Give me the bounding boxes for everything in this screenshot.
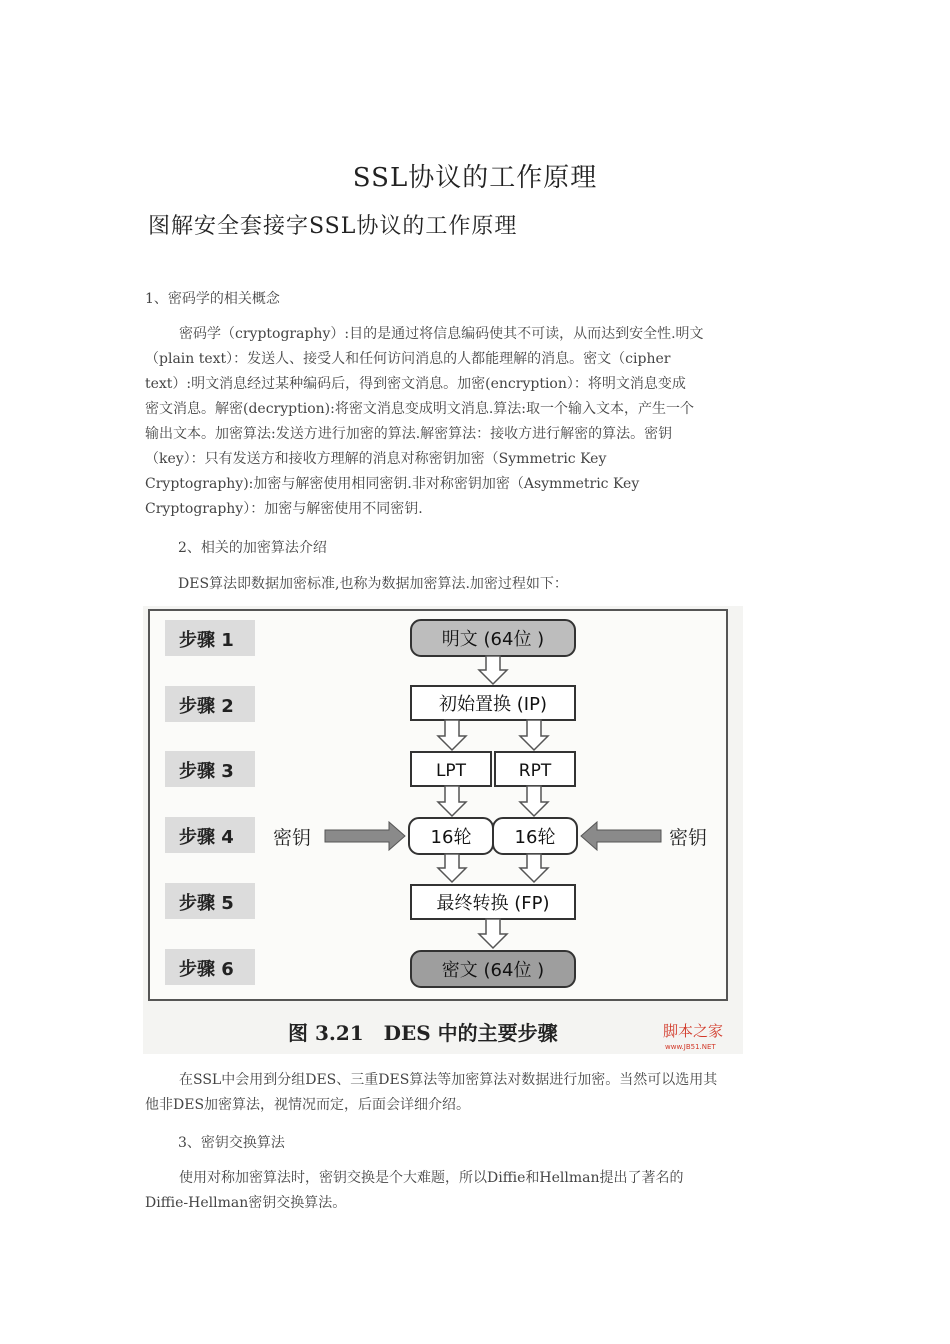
page-title: SSL协议的工作原理 (352, 163, 598, 193)
paragraph-line: 密码学（cryptography）:目的是通过将信息编码使其不可读，从而达到安全性.明文 (179, 326, 704, 342)
step-5-label: 步骤 5 (179, 893, 234, 914)
paragraph-line: Cryptography):加密与解密使用相同密钥.非对称密钥加密（Asymmetric Key (145, 476, 640, 492)
section-1-heading: 1、密码学的相关概念 (145, 291, 280, 307)
paragraph-line: Cryptography）：加密与解密使用不同密钥. (145, 501, 423, 517)
paragraph-line: 密文消息。解密(decryption):将密文消息变成明文消息.算法:取一个输入文本，产生一个 (145, 401, 695, 417)
lpt-label: LPT (435, 761, 467, 781)
step-3-label: 步骤 3 (179, 761, 234, 782)
step-2-label: 步骤 2 (179, 696, 234, 717)
key-left-label: 密钥 (273, 827, 312, 849)
paragraph-line: （plain text）：发送人、接受人和任何访问消息的人都能理解的消息。密文（cipher (145, 351, 671, 367)
plaintext-label: 明文 (64位 ) (441, 629, 545, 650)
paragraph-line: （key）：只有发送方和接收方理解的消息对称密钥加密（Symmetric Key (145, 451, 607, 467)
section-3-line-1: 使用对称加密算法时，密钥交换是个大难题，所以Diffie和Hellman提出了著名的 (179, 1170, 684, 1186)
fp-label: 最终转换 (FP) (436, 893, 550, 914)
page-subtitle: 图解安全套接字SSL协议的工作原理 (148, 214, 518, 239)
section-3-line-2: Diffie-Hellman密钥交换算法。 (145, 1195, 347, 1211)
figure-caption: 图 3.21 DES 中的主要步骤 (288, 1021, 558, 1045)
watermark-url: www.JB51.NET (665, 1043, 716, 1051)
des-after-line-2: 他非DES加密算法，视情况而定，后面会详细介绍。 (145, 1097, 471, 1113)
paragraph-line: text）:明文消息经过某种编码后，得到密文消息。加密(encryption）：将明文消息变成 (145, 376, 686, 392)
des-after-line-1: 在SSL中会用到分组DES、三重DES算法等加密算法对数据进行加密。当然可以选用其 (179, 1072, 718, 1088)
section-2-heading: 2、相关的加密算法介绍 (178, 540, 327, 556)
des-intro: DES算法即数据加密标准,也称为数据加密算法.加密过程如下： (178, 576, 568, 592)
ip-label: 初始置换 (IP) (439, 694, 547, 715)
round-left-label: 16轮 (430, 827, 472, 848)
section-3-heading: 3、密钥交换算法 (178, 1135, 285, 1151)
paragraph-line: 输出文本。加密算法:发送方进行加密的算法.解密算法：接收方进行解密的算法。密钥 (145, 426, 673, 442)
des-diagram (143, 606, 743, 1054)
ciphertext-label: 密文 (64位 ) (441, 960, 545, 981)
step-1-label: 步骤 1 (179, 630, 234, 651)
round-right-label: 16轮 (514, 827, 556, 848)
rpt-label: RPT (518, 761, 552, 781)
key-right-label: 密钥 (669, 827, 708, 849)
step-6-label: 步骤 6 (179, 959, 234, 980)
watermark: 脚本之家 (663, 1022, 724, 1040)
step-4-label: 步骤 4 (179, 827, 234, 848)
